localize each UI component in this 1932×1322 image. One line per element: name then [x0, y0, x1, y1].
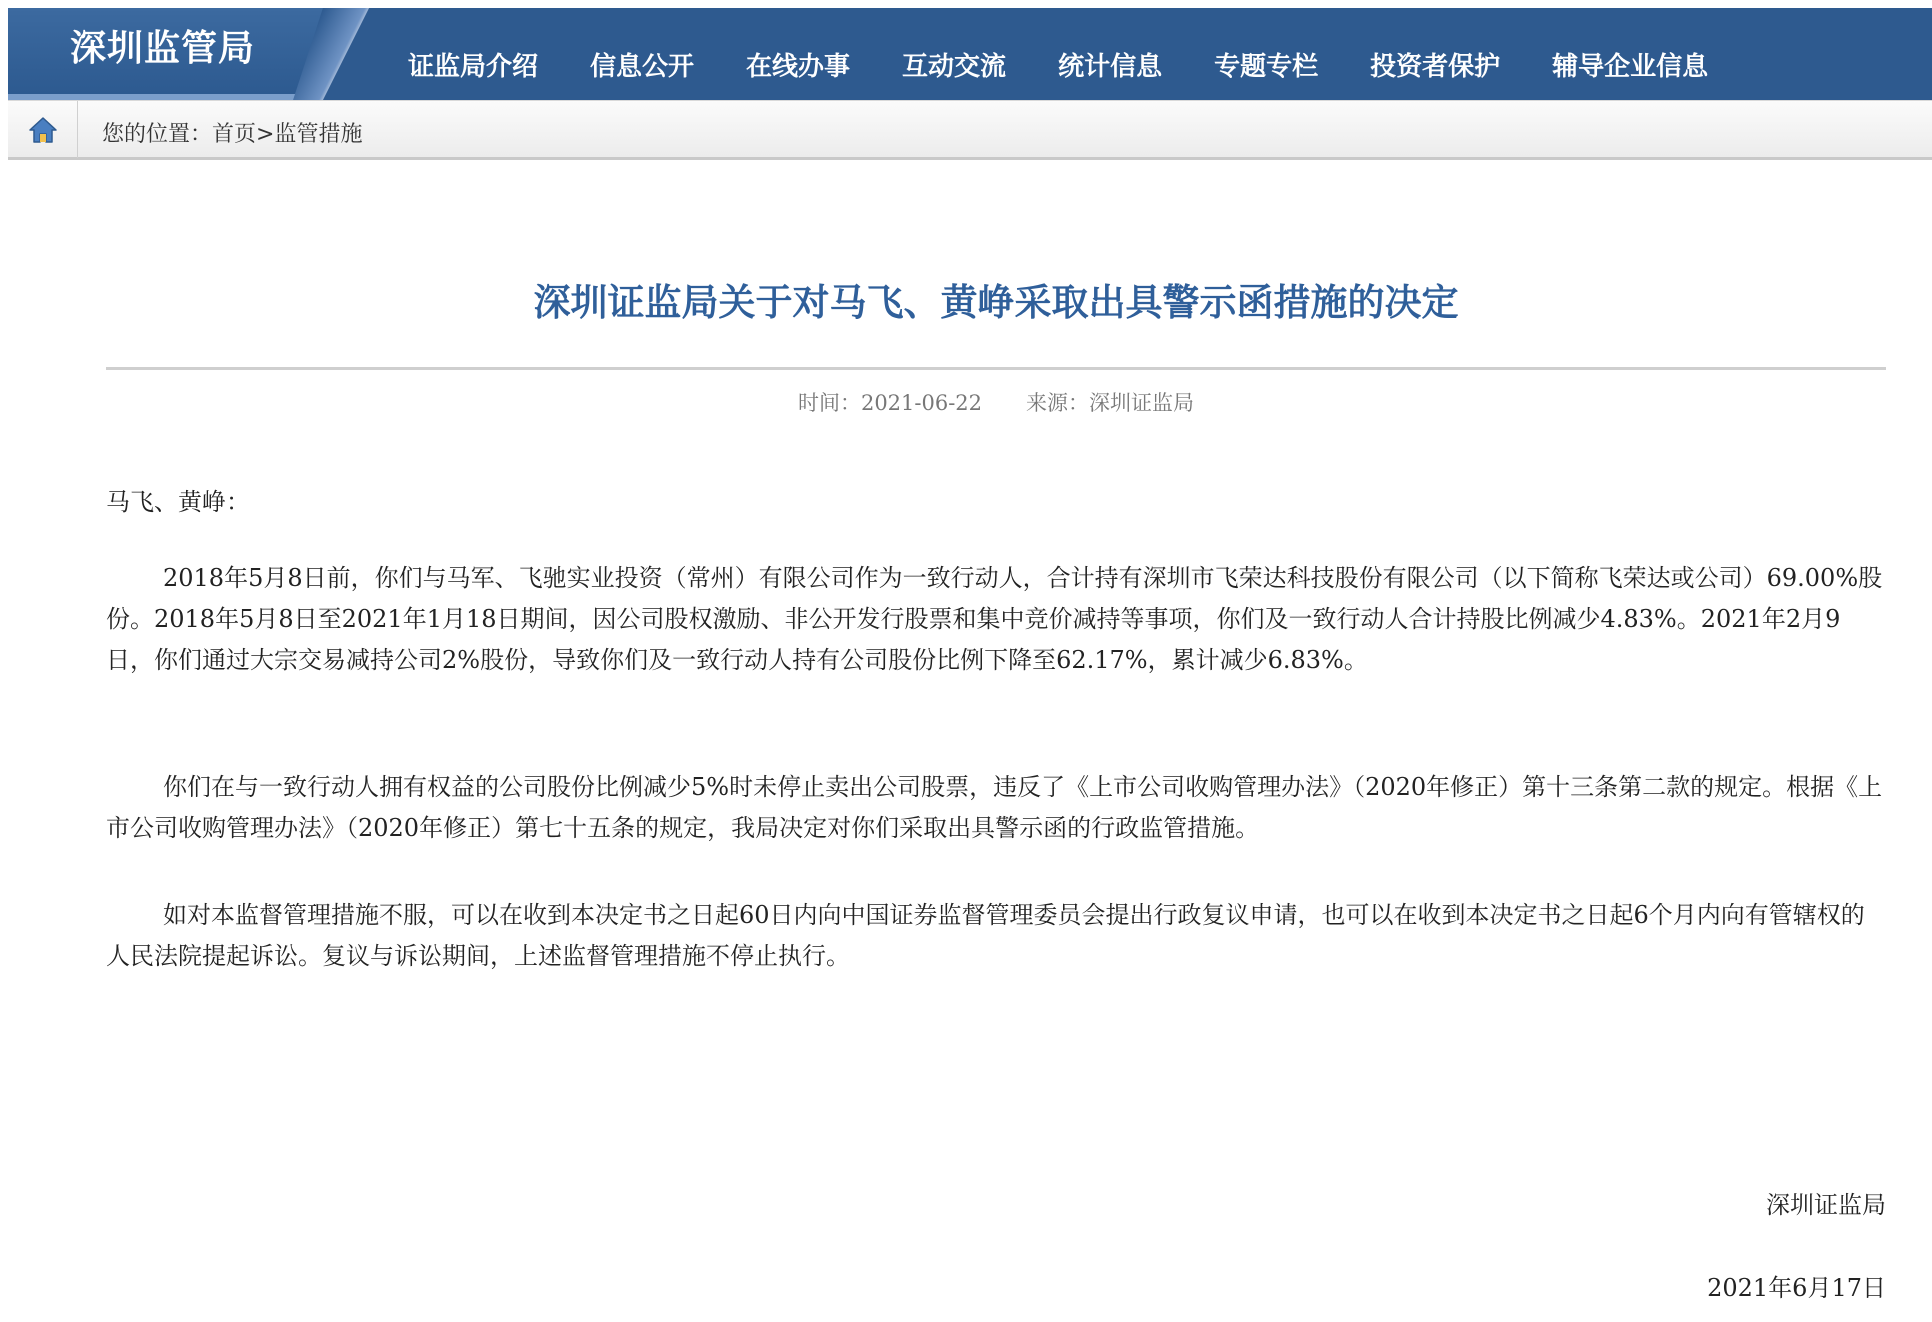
- article-meta: [106, 387, 1886, 417]
- time-label: 时间：: [797, 391, 861, 415]
- nav-item-tutoring-info[interactable]: 辅导企业信息: [1552, 51, 1709, 82]
- breadcrumb-prefix: 您的位置：: [102, 122, 213, 147]
- nav-item-investor-protection[interactable]: 投资者保护: [1370, 51, 1501, 82]
- signature-date: 2021年6月17日: [1707, 1274, 1886, 1302]
- breadcrumb-home-link[interactable]: 首页: [212, 122, 257, 147]
- source-label: 来源：: [1026, 391, 1090, 415]
- site-logo[interactable]: 深圳监管局: [70, 28, 256, 69]
- home-button[interactable]: [8, 101, 78, 158]
- article-paragraph-3: 如对本监督管理措施不服，可以在收到本决定书之日起60日内向中国证券监督管理委员会提出行政复议申请，也可以在收到本决定书之日起6个月内向有管辖权的人民法院提起诉讼。复议与诉讼期间，上述监督管理措施不停止执行。: [106, 901, 1865, 970]
- main-nav: [408, 8, 1760, 100]
- breadcrumb-current[interactable]: 监管措施: [274, 122, 363, 147]
- article-paragraph-1: 2018年5月8日前，你们与马军、飞驰实业投资（常州）有限公司作为一致行动人，合计持有深圳市飞荣达科技股份有限公司（以下简称飞荣达或公司）69.00%股份。2018年5月8日至2021年1月18日期间，因公司股权激励、非公开发行股票和集中竞价减持等事项，你们及一致行动人合计持股比例减少4.83%。2021年2月9日，你们通过大宗交易减持公司2%股份，导致你们及一致行动人持有公司股份比例下降至62.17%，累计减少6.83%。: [106, 564, 1883, 674]
- nav-item-online-service[interactable]: 在线办事: [746, 51, 851, 82]
- nav-item-disclosure[interactable]: 信息公开: [590, 51, 695, 82]
- salutation: 马飞、黄峥：: [106, 488, 250, 516]
- nav-item-statistics[interactable]: 统计信息: [1058, 51, 1163, 82]
- breadcrumb-separator: >: [256, 122, 275, 147]
- site-header: [8, 8, 1932, 100]
- breadcrumb: [102, 117, 362, 148]
- title-divider: [106, 367, 1886, 370]
- publish-date: 2021-06-22: [860, 391, 983, 415]
- breadcrumb-bar: [8, 100, 1932, 160]
- signature: 深圳证监局: [1766, 1191, 1886, 1219]
- article-paragraph-2: 你们在与一致行动人拥有权益的公司股份比例减少5%时未停止卖出公司股票，违反了《上市公司收购管理办法》（2020年修正）第十三条第二款的规定。根据《上市公司收购管理办法》（2020年修正）第七十五条的规定，我局决定对你们采取出具警示函的行政监管措施。: [106, 773, 1883, 842]
- nav-item-intro[interactable]: 证监局介绍: [408, 51, 539, 82]
- nav-item-interaction[interactable]: 互动交流: [902, 51, 1007, 82]
- home-icon: [28, 116, 58, 144]
- nav-item-topics[interactable]: 专题专栏: [1214, 51, 1319, 82]
- source-value: 深圳证监局: [1089, 391, 1195, 415]
- article-title: 深圳证监局关于对马飞、黄峥采取出具警示函措施的决定: [533, 281, 1459, 324]
